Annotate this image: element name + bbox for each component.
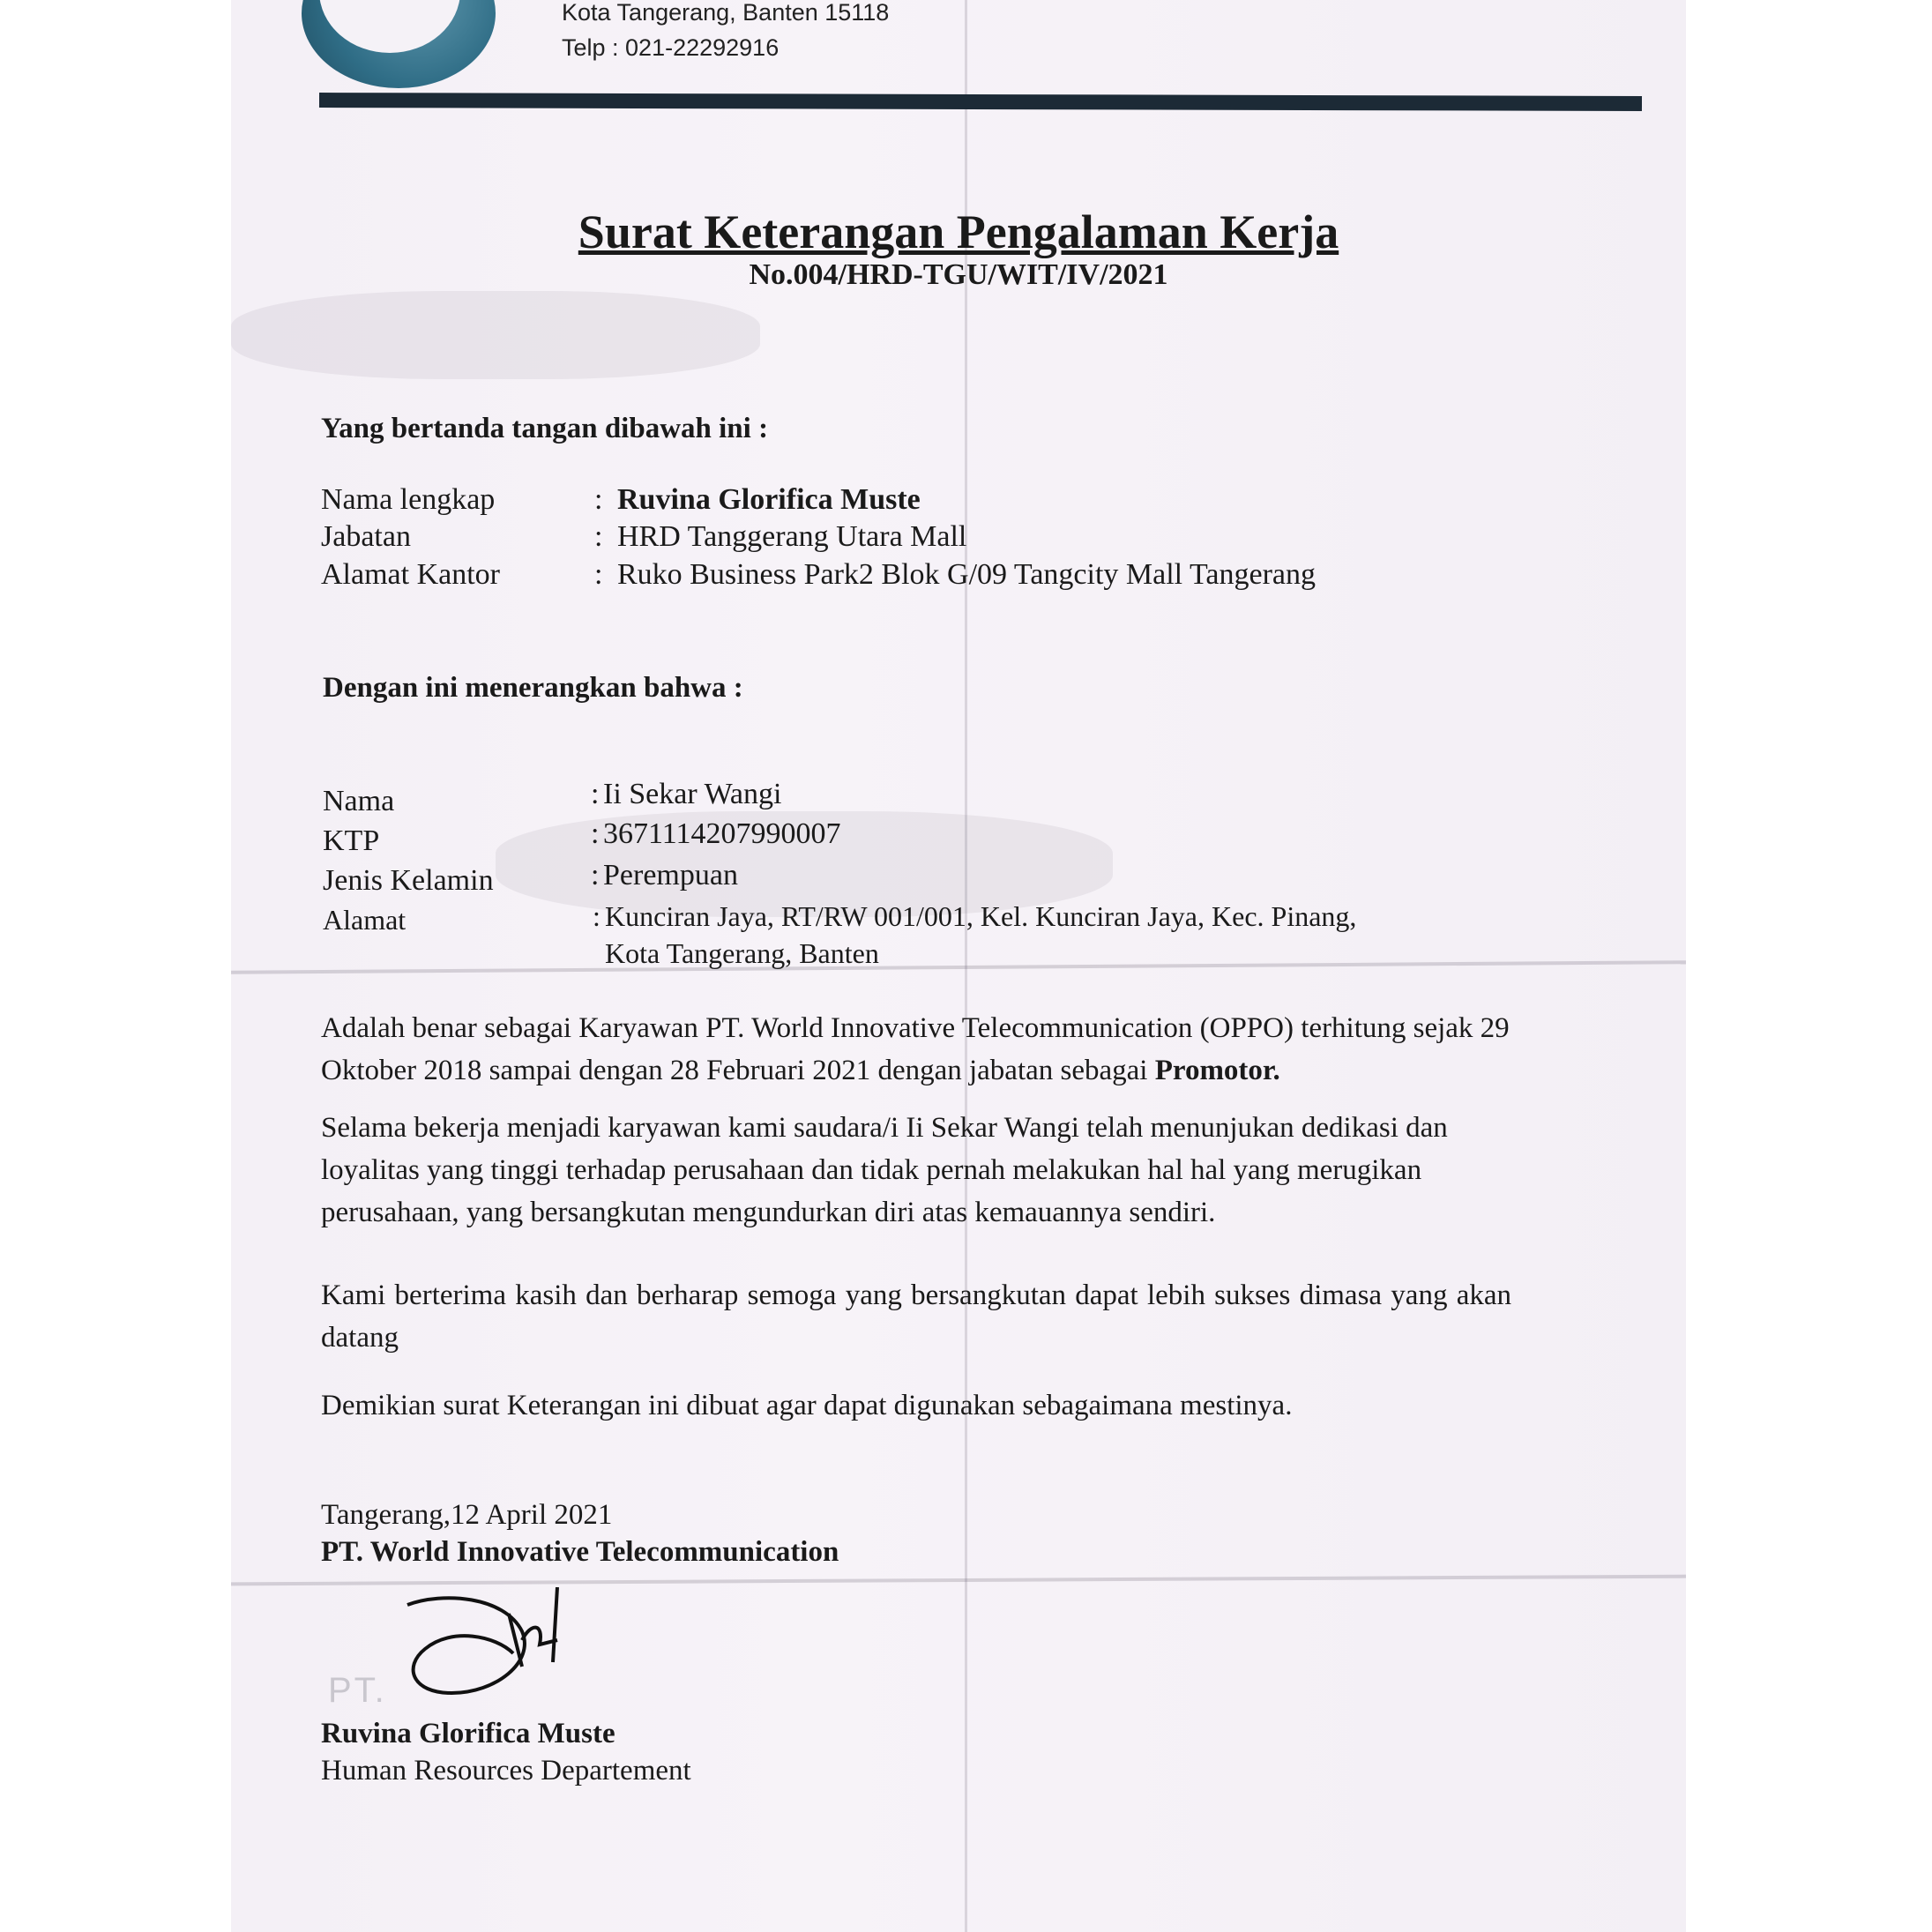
employment-statement: Adalah benar sebagai Karyawan PT. World Innovative Telecommunication (OPPO) terhitung sejak 29 Oktober 2018 sampai dengan 28 Februari 2021 dengan jabatan sebagai [321, 1012, 1510, 1086]
body-paragraph-employment [321, 1007, 1511, 1092]
paper-shadow [231, 291, 760, 379]
field-value: 3671114207990007 [603, 817, 841, 850]
field-colon: : [594, 520, 603, 553]
company-stamp-faded: PT. [328, 1671, 387, 1710]
fold-line-horizontal-lower [231, 1575, 1686, 1586]
document-number: No.004/HRD-TGU/WIT/IV/2021 [749, 258, 1168, 291]
field-colon: : [593, 900, 600, 932]
field-label: KTP [323, 824, 380, 857]
signer-department: Human Resources Departement [321, 1755, 691, 1787]
letterhead-address: Kota Tangerang, Banten 15118 [562, 0, 890, 26]
field-colon: : [591, 778, 600, 810]
field-colon: : [591, 859, 600, 891]
field-value: Perempuan [603, 859, 738, 891]
signer-heading: Yang bertanda tangan dibawah ini : [321, 413, 769, 444]
field-value: Ii Sekar Wangi [603, 778, 782, 810]
closing-company: PT. World Innovative Telecommunication [321, 1536, 839, 1568]
field-label: Nama [323, 785, 395, 817]
letterhead-divider [319, 93, 1642, 111]
field-value: Ruko Business Park2 Blok G/09 Tangcity Mall Tangerang [617, 558, 1316, 591]
field-colon: : [594, 558, 603, 591]
field-label: Jabatan [321, 520, 411, 553]
field-value: Ruvina Glorifica Muste [617, 483, 921, 516]
field-value: Kunciran Jaya, RT/RW 001/001, Kel. Kunciran Jaya, Kec. Pinang, [605, 900, 1357, 932]
letter-paper [231, 0, 1686, 1932]
field-colon: : [594, 483, 603, 516]
signer-name: Ruvina Glorifica Muste [321, 1718, 615, 1749]
field-label: Jenis Kelamin [323, 864, 494, 897]
fold-line-horizontal [231, 960, 1686, 974]
body-paragraph-conduct: Selama bekerja menjadi karyawan kami saudara/i Ii Sekar Wangi telah menunjukan dedikasi dan loyalitas yang tinggi terhadap perusahaan dan tidak pernah melakukan hal hal yang merugikan perusahaan, yang bersangkutan mengundurkan diri atas kemauannya sendiri. [321, 1112, 1448, 1228]
handwritten-signature [390, 1587, 619, 1702]
employment-role: Promotor. [1154, 1055, 1280, 1086]
field-colon: : [591, 817, 600, 850]
body-paragraph-thanks: Kami berterima kasih dan berharap semoga yang bersangkutan dapat lebih sukses dimasa yang akan datang [321, 1279, 1511, 1354]
employee-address-line2: Kota Tangerang, Banten [605, 937, 879, 969]
employee-heading: Dengan ini menerangkan bahwa : [323, 672, 743, 704]
letterhead-contact [562, 0, 889, 65]
body-paragraph-closing: Demikian surat Keterangan ini dibuat agar dapat digunakan sebagaimana mestinya. [321, 1390, 1293, 1421]
field-label: Alamat Kantor [321, 558, 500, 591]
field-label: Alamat [323, 904, 407, 936]
document-title: Surat Keterangan Pengalaman Kerja [578, 205, 1339, 258]
letterhead-phone: Telp : 021-22292916 [562, 34, 780, 61]
closing-place-date: Tangerang,12 April 2021 [321, 1499, 613, 1531]
field-label: Nama lengkap [321, 483, 496, 516]
field-value: HRD Tanggerang Utara Mall [617, 520, 967, 553]
